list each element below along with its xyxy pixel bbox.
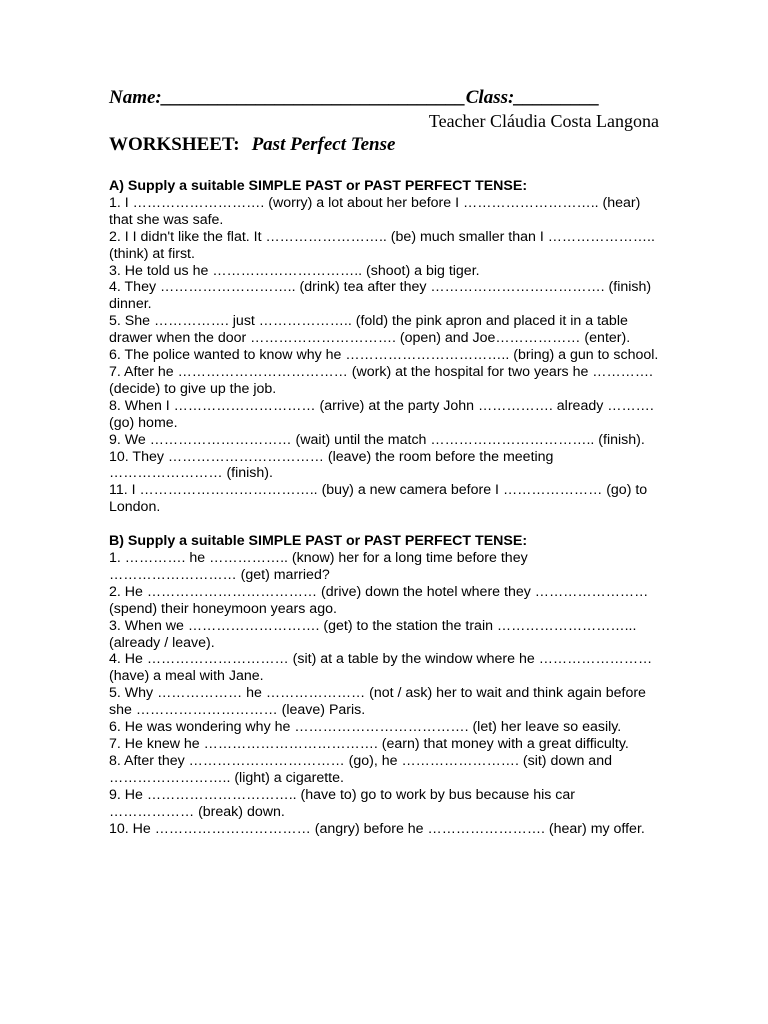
- exercise-item: 5. Why ……………… he ………………… (not / ask) her to wait and think again before she ………………………… (leave) Paris.: [109, 685, 646, 719]
- exercise-item: 7. He knew he ………………………………. (earn) that money with a great difficulty.: [109, 736, 629, 752]
- exercise-item: 6. He was wondering why he ………………………………. (let) her leave so easily.: [109, 719, 622, 736]
- worksheet-page: [109, 86, 659, 837]
- exercise-item: 7. After he ……………………………… (work) at the hospital for two years he …………. (decide) to give up the job.: [109, 363, 654, 397]
- exercise-item: 9. We ………………………… (wait) until the match …………………………….. (finish).: [109, 431, 645, 448]
- exercise-item: 2. He ……………………………… (drive) down the hotel where they …………………… (spend) their honeymoon years ago.: [109, 583, 649, 617]
- exercise-item: 2. I I didn't like the flat. It …………………….. (be) much smaller than I ………………….. (think) at first.: [109, 228, 655, 262]
- section-a-items: [109, 195, 659, 516]
- exercise-item: 4. They ……………………….. (drink) tea after they ………………………………. (finish) dinner.: [109, 279, 652, 313]
- exercise-item: 1. I ………………………. (worry) a lot about her before I ……………………….. (hear) that she was safe.: [109, 194, 641, 228]
- worksheet-label: WORKSHEET:: [109, 134, 240, 155]
- section-a-heading: A) Supply a suitable SIMPLE PAST or PAST PERFECT TENSE:: [109, 178, 528, 194]
- exercise-item: 3. When we ………………………. (get) to the station the train ………………………... (already / leave).: [109, 617, 637, 651]
- section-b-items: [109, 550, 659, 837]
- teacher-name: Teacher Cláudia Costa Langona: [428, 111, 659, 131]
- exercise-item: 1. …………. he …………….. (know) her for a long time before they ……………………… (get) married?: [109, 550, 528, 583]
- worksheet-title: [109, 133, 659, 157]
- exercise-item: 10. They …………………………… (leave) the room before the meeting …………………… (finish).: [109, 448, 554, 482]
- exercise-item: 8. After they …………………………… (go), he ……………………. (sit) down and …………………….. (light) a cigarette.: [109, 752, 612, 786]
- exercise-item: 6. The police wanted to know why he …………………………….. (bring) a gun to school.: [109, 347, 659, 364]
- exercise-item: 5. She ……………. just ……………….. (fold) the pink apron and placed it in a table drawer when the door …………………………. (open) and Joe……………… (enter).: [109, 313, 631, 347]
- name-class-line: Name:________________________________Class:_________: [109, 87, 600, 108]
- exercise-item: 4. He ………………………… (sit) at a table by the window where he …………………… (have) a meal with Jane.: [109, 651, 653, 685]
- section-b-heading: B) Supply a suitable SIMPLE PAST or PAST PERFECT TENSE:: [109, 533, 528, 550]
- exercise-item: 10. He …………………………… (angry) before he ……………………. (hear) my offer.: [109, 820, 645, 837]
- exercise-item: 11. I ……………………………….. (buy) a new camera before I ………………… (go) to London.: [109, 482, 648, 516]
- exercise-item: 9. He ………………………….. (have to) go to work by bus because his car ……………… (break) down.: [109, 786, 575, 820]
- exercise-item: 8. When I ………………………… (arrive) at the party John ……………. already ………. (go) home.: [109, 397, 654, 431]
- worksheet-topic: Past Perfect Tense: [251, 134, 396, 155]
- exercise-item: 3. He told us he ………………………….. (shoot) a big tiger.: [109, 262, 480, 279]
